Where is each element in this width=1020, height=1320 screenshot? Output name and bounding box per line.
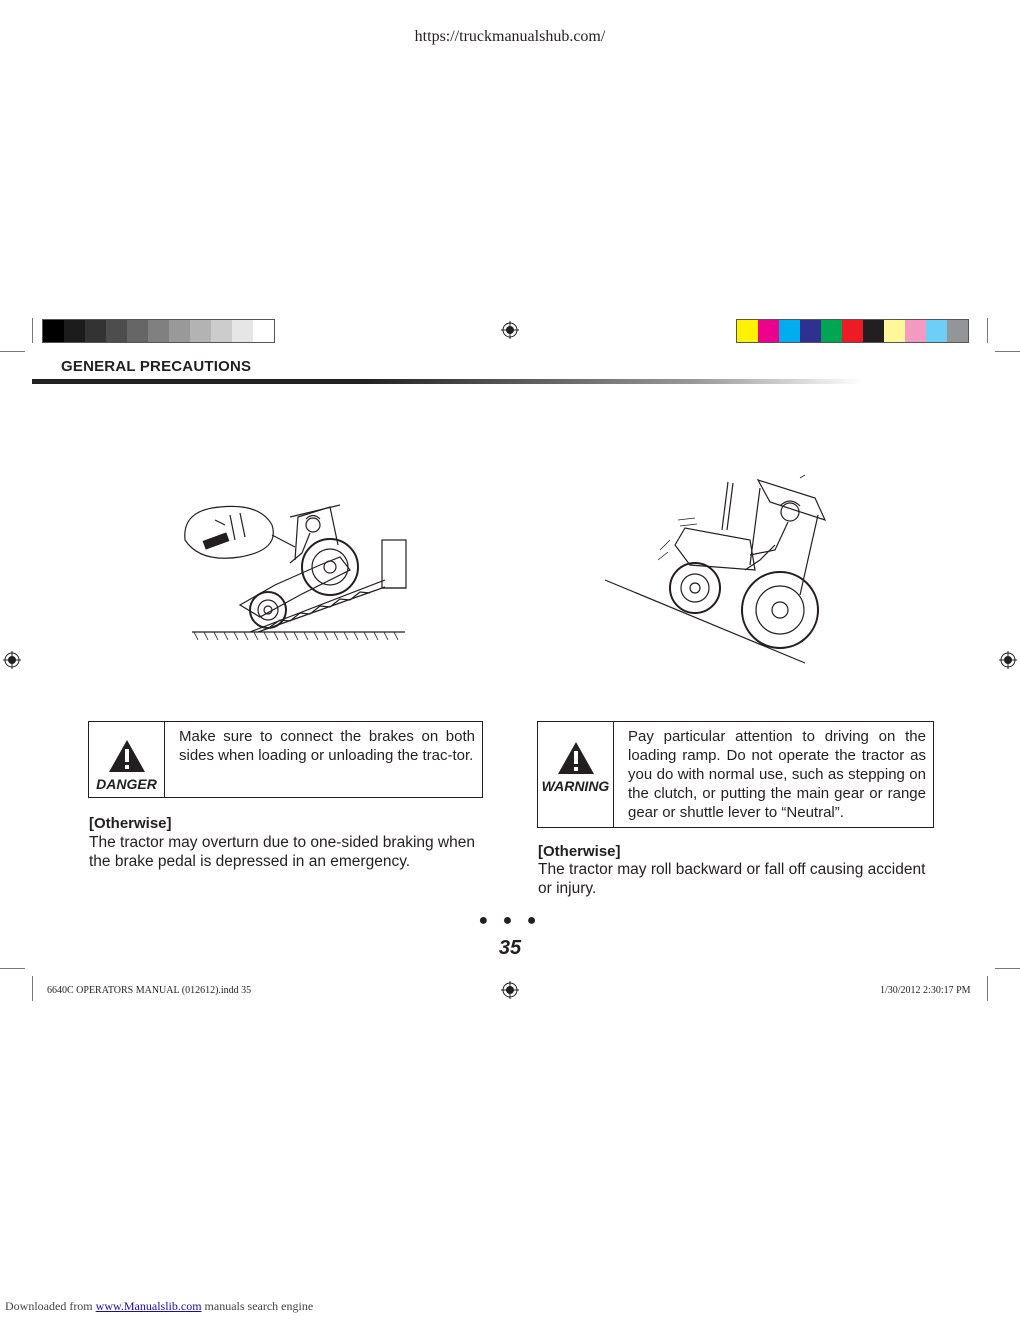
- color-swatch: [106, 320, 127, 342]
- crop-mark: [0, 968, 25, 969]
- crop-mark: [32, 976, 33, 1001]
- registration-mark-icon: [501, 981, 519, 999]
- footer-date-slug: 1/30/2012 2:30:17 PM: [880, 985, 971, 996]
- manualslib-link[interactable]: www.Manualslib.com: [95, 1299, 202, 1313]
- color-swatch: [947, 320, 968, 342]
- alert-icon-cell: [538, 722, 614, 827]
- page-number: 35: [498, 937, 522, 959]
- section-title: GENERAL PRECAUTIONS: [61, 358, 252, 375]
- download-source-line: [5, 1299, 313, 1314]
- warning-text: Pay particular attention to driving on the loading ramp. Do not operate the tractor as you do with normal use, such as stepping on the clutch, or putting the main gear or range gear or shuttle lever to “Neutral”.: [628, 728, 926, 821]
- color-swatch: [926, 320, 947, 342]
- tractor-slope-illustration: [600, 470, 830, 670]
- danger-alert-box: [88, 721, 483, 798]
- color-swatch: [85, 320, 106, 342]
- source-url: https://truckmanualshub.com/: [414, 28, 606, 45]
- title-rule: [32, 379, 862, 384]
- danger-label: DANGER: [96, 776, 157, 792]
- color-swatch: [758, 320, 779, 342]
- warning-triangle-icon: [107, 738, 147, 774]
- crop-mark: [987, 976, 988, 1001]
- otherwise-text: The tractor may roll backward or fall off causing accident or injury.: [538, 861, 926, 897]
- danger-text: Make sure to connect the brakes on both sides when loading or unloading the trac-tor.: [179, 728, 475, 764]
- color-swatch: [905, 320, 926, 342]
- crop-mark: [987, 318, 988, 343]
- grayscale-color-bar: [42, 319, 275, 343]
- registration-mark-icon: [999, 651, 1017, 669]
- color-swatch: [169, 320, 190, 342]
- otherwise-text: The tractor may overturn due to one-sided braking when the brake pedal is depressed in an emergency.: [89, 834, 475, 870]
- crop-mark: [32, 318, 33, 343]
- tractor-ramp-illustration: [180, 495, 410, 645]
- color-swatch: [779, 320, 800, 342]
- color-swatch: [148, 320, 169, 342]
- color-swatch: [863, 320, 884, 342]
- color-swatch: [800, 320, 821, 342]
- color-swatch: [821, 320, 842, 342]
- otherwise-heading: [Otherwise]: [89, 815, 172, 832]
- download-prefix: Downloaded from: [5, 1299, 96, 1313]
- page-dots: ● ● ●: [478, 912, 542, 929]
- process-color-bar: [736, 319, 969, 343]
- color-swatch: [884, 320, 905, 342]
- color-swatch: [211, 320, 232, 342]
- color-swatch: [64, 320, 85, 342]
- crop-mark: [995, 351, 1020, 352]
- registration-mark-icon: [501, 321, 519, 339]
- warning-alert-box: [537, 721, 934, 828]
- warning-label: WARNING: [541, 778, 610, 794]
- color-swatch: [232, 320, 253, 342]
- otherwise-heading: [Otherwise]: [538, 843, 621, 860]
- alert-icon-cell: [89, 722, 165, 797]
- crop-mark: [0, 351, 25, 352]
- crop-mark: [995, 968, 1020, 969]
- warning-triangle-icon: [556, 740, 596, 776]
- footer-file-slug: 6640C OPERATORS MANUAL (012612).indd 35: [47, 985, 252, 996]
- color-swatch: [127, 320, 148, 342]
- color-swatch: [190, 320, 211, 342]
- color-swatch: [253, 320, 274, 342]
- registration-mark-icon: [3, 651, 21, 669]
- color-swatch: [842, 320, 863, 342]
- color-swatch: [43, 320, 64, 342]
- download-suffix: manuals search engine: [201, 1299, 314, 1313]
- color-swatch: [737, 320, 758, 342]
